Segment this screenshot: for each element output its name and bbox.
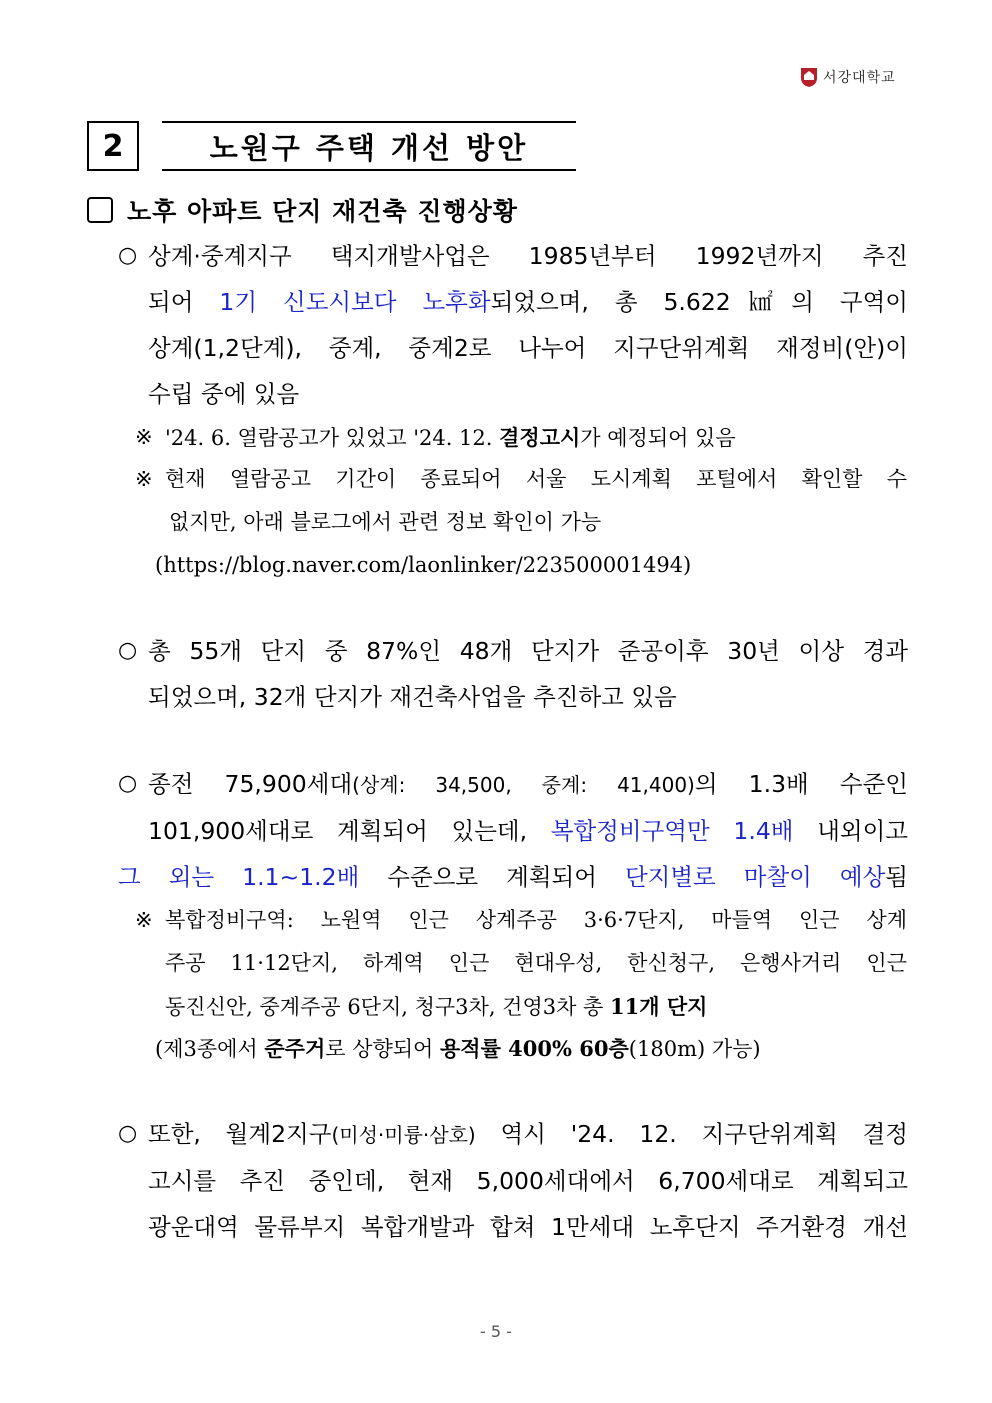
p3-text: 내외이고	[793, 817, 908, 845]
note-2-line-2: 없지만, 아래 블로그에서 관련 정보 확인이 가능	[169, 510, 602, 534]
p3-line-2	[148, 808, 908, 854]
p3-text: 101,900세대로 계획되어 있는데,	[148, 817, 551, 845]
p1-line-2	[148, 279, 908, 325]
subheading	[87, 192, 518, 228]
section-title: 노원구 주택 개선 방안	[209, 131, 529, 165]
p3-highlight: 그 외는 1.1~1.2배	[118, 863, 360, 891]
note-3-text: 로 상향되어	[325, 1037, 441, 1061]
note-mark-icon: ※	[135, 908, 153, 932]
paragraph-2	[118, 628, 908, 720]
note-3-bold: 용적률 400% 60층	[440, 1036, 629, 1061]
p4-line-2: 고시를 추진 중인데, 현재 5,000세대에서 6,700세대로 계획되고	[148, 1167, 908, 1195]
note-1-text: 가 예정되어 있음	[580, 426, 736, 450]
note-2	[135, 458, 907, 544]
p3-line-3	[118, 854, 908, 900]
note-1	[135, 416, 907, 460]
note-3-bold: 준주거	[264, 1036, 326, 1061]
p1-line-3: 상계(1,2단계), 중계, 중계2로 나누어 지구단위계획 재정비(안)이	[148, 334, 908, 362]
p1-text: 되어	[148, 288, 220, 316]
blog-link[interactable]	[155, 544, 927, 587]
note-3-bold: 11개 단지	[610, 994, 708, 1019]
section-title-box	[162, 121, 576, 171]
p1-text: 되었으며, 총 5.622㎢의 구역이	[490, 288, 909, 316]
bullet-circle-icon: ○	[118, 243, 138, 268]
logo-text: 서강대학교	[823, 70, 896, 86]
note-3	[135, 899, 907, 942]
paragraph-3	[118, 761, 908, 900]
note-3-cont	[165, 942, 907, 1029]
note-3-text: (제3종에서	[155, 1037, 265, 1061]
p1-highlight: 1기 신도시보다 노후화	[219, 288, 491, 316]
blog-url[interactable]: (https://blog.naver.com/laonlinker/223500001494)	[155, 553, 692, 577]
p3-line-1	[148, 761, 908, 808]
p3-text: 의 1.3배 수준인	[694, 770, 908, 798]
p3-highlight: 복합정비구역만 1.4배	[550, 817, 794, 845]
p4-small-text: (미성·미륭·삼호)	[331, 1123, 476, 1147]
note-mark-icon: ※	[135, 467, 153, 491]
p3-text: 종전 75,900세대	[148, 770, 353, 798]
p1-line-1: 상계·중계지구 택지개발사업은 1985년부터 1992년까지 추진	[148, 242, 908, 270]
note-3-line-1: 복합정비구역: 노원역 인근 상계주공 3·6·7단지, 마들역 인근 상계	[165, 908, 907, 932]
note-3-text: 동진신안, 중계주공 6단지, 청구3차, 건영3차 총	[165, 995, 611, 1019]
p3-text: 됨	[885, 863, 908, 891]
p3-small-text: (상계: 34,500, 중계: 41,400)	[352, 773, 695, 797]
bullet-circle-icon: ○	[118, 1121, 138, 1146]
p4-line-3: 광운대역 물류부지 복합개발과 합쳐 1만세대 노후단지 주거환경 개선	[148, 1213, 908, 1241]
university-logo	[800, 64, 896, 90]
note-3-detail	[155, 1027, 927, 1071]
note-2-line-1: 현재 열람공고 기간이 종료되어 서울 도시계획 포털에서 확인할 수	[165, 467, 907, 491]
p4-text: 역시 '24. 12. 지구단위계획 결정	[475, 1120, 908, 1148]
p3-highlight: 단지별로 마찰이 예상	[624, 863, 886, 891]
p2-line-1: 총 55개 단지 중 87%인 48개 단지가 준공이후 30년 이상 경과	[148, 637, 908, 665]
note-1-bold: 결정고시	[499, 425, 581, 450]
p1-line-4: 수립 중에 있음	[148, 380, 300, 408]
bullet-circle-icon: ○	[118, 638, 138, 663]
paragraph-1	[118, 233, 908, 417]
note-3-text: (180m) 가능)	[628, 1037, 761, 1061]
shield-emblem-icon	[800, 66, 818, 88]
p4-text: 또한, 월계2지구	[148, 1120, 332, 1148]
section-number: 2	[87, 121, 139, 171]
note-3-line-2: 주공 11·12단지, 하계역 인근 현대우성, 한신청구, 은행사거리 인근	[165, 951, 907, 975]
page-number: - 5 -	[480, 1322, 512, 1341]
section-header	[87, 121, 579, 169]
subheading-text: 노후 아파트 단지 재건축 진행상황	[127, 197, 518, 226]
p4-line-1	[148, 1111, 908, 1158]
p3-text: 수준으로 계획되어	[359, 863, 625, 891]
note-3-line-3	[165, 985, 907, 1029]
paragraph-4	[118, 1111, 908, 1250]
note-1-text: '24. 6. 열람공고가 있었고 '24. 12.	[165, 426, 500, 450]
checkbox-icon	[87, 197, 113, 223]
bullet-circle-icon: ○	[118, 771, 138, 796]
p2-line-2: 되었으며, 32개 단지가 재건축사업을 추진하고 있음	[148, 683, 677, 711]
note-mark-icon: ※	[135, 425, 153, 449]
